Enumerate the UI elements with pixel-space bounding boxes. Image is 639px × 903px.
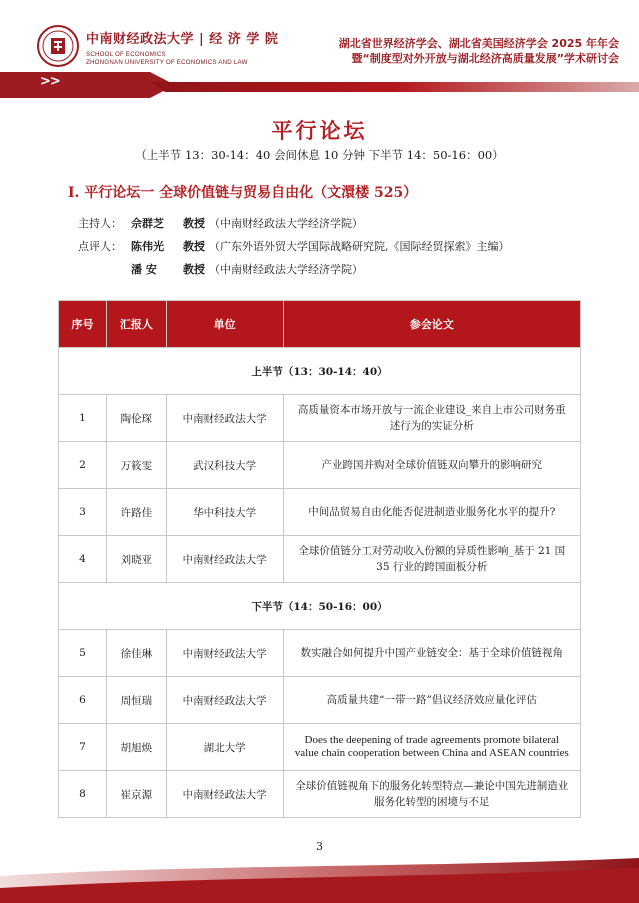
row-number: 2 [59, 442, 107, 489]
table-row [59, 395, 581, 442]
row-reporter: 崔京源 [106, 771, 166, 818]
row-number: 3 [59, 489, 107, 536]
row-number: 6 [59, 677, 107, 724]
table-row [59, 489, 581, 536]
row-number: 8 [59, 771, 107, 818]
table-row [59, 771, 581, 818]
row-paper: 中间品贸易自由化能否促进制造业服务化水平的提升? [283, 489, 580, 536]
university-seal-icon [36, 24, 80, 68]
column-header-number: 序号 [59, 301, 107, 348]
session-label: 上半节（13：30-14：40） [59, 348, 581, 395]
row-unit: 中南财经政法大学 [166, 395, 283, 442]
row-paper: 全球价值链分工对劳动收入份额的异质性影响_基于 21 国 35 行业的跨国面板分析 [283, 536, 580, 583]
column-header-unit: 单位 [166, 301, 283, 348]
table-row [59, 536, 581, 583]
row-reporter: 胡旭焕 [106, 724, 166, 771]
conference-title-line-1: 湖北省世界经济学会、湖北省美国经济学会 2025 年年会 [338, 37, 619, 50]
header-banner [0, 72, 639, 98]
table-row [59, 630, 581, 677]
row-reporter: 许路佳 [106, 489, 166, 536]
host-name: 佘群芝 [131, 217, 164, 230]
row-unit: 中南财经政法大学 [166, 677, 283, 724]
conference-title [279, 36, 619, 66]
row-paper: 全球价值链视角下的服务化转型特点—兼论中国先进制造业服务化转型的困境与不足 [283, 771, 580, 818]
row-reporter: 万筱雯 [106, 442, 166, 489]
host-title: 教授 [183, 217, 205, 230]
row-unit: 中南财经政法大学 [166, 630, 283, 677]
host-affiliation: （中南财经政法大学经济学院） [209, 217, 363, 230]
session-label: 下半节（14：50-16：00） [59, 583, 581, 630]
session-row [59, 583, 581, 630]
row-paper: 产业跨国并购对全球价值链双向攀升的影响研究 [283, 442, 580, 489]
commentator-name: 潘 安 [131, 263, 157, 276]
row-reporter: 周恒瑞 [106, 677, 166, 724]
row-unit: 中南财经政法大学 [166, 536, 283, 583]
row-number: 7 [59, 724, 107, 771]
row-unit: 武汉科技大学 [166, 442, 283, 489]
row-number: 4 [59, 536, 107, 583]
row-paper: 数实融合如何提升中国产业链安全：基于全球价值链视角 [283, 630, 580, 677]
footer-banner [0, 858, 639, 903]
commentator-affiliation: （中南财经政法大学经济学院） [209, 263, 363, 276]
page-number: 3 [316, 840, 323, 853]
row-reporter: 徐佳琳 [106, 630, 166, 677]
row-number: 5 [59, 630, 107, 677]
commentator-title: 教授 [183, 263, 205, 276]
table-row [59, 442, 581, 489]
row-unit: 湖北大学 [166, 724, 283, 771]
session-row [59, 348, 581, 395]
row-paper: 高质量资本市场开放与一流企业建设_来自上市公司财务重述行为的实证分析 [283, 395, 580, 442]
row-reporter: 刘晓亚 [106, 536, 166, 583]
page-title: 平行论坛 [271, 118, 368, 143]
row-reporter: 陶伦琛 [106, 395, 166, 442]
row-unit: 华中科技大学 [166, 489, 283, 536]
row-paper: Does the deepening of trade agreements promote bilateral value chain cooperation between China and ASEAN countries [283, 724, 580, 771]
row-unit: 中南财经政法大学 [166, 771, 283, 818]
commentator-line [78, 261, 363, 277]
commentator-role: 点评人： [78, 240, 122, 253]
logo-english-line-2: ZHONGNAN UNIVERSITY OF ECONOMICS AND LAW [86, 59, 248, 66]
page-header [0, 0, 639, 100]
host-line [78, 215, 363, 231]
column-header-paper: 参会论文 [283, 301, 580, 348]
commentator-affiliation: （广东外语外贸大学国际战略研究院,《国际经贸探索》主编） [209, 240, 510, 253]
table-row [59, 724, 581, 771]
commentator-title: 教授 [183, 240, 205, 253]
column-header-reporter: 汇报人 [106, 301, 166, 348]
logo-chinese-text: 中南财经政法大学 | 经 济 学 院 [86, 32, 279, 47]
forum-schedule-table [58, 300, 581, 818]
section-title: I. 平行论坛一 全球价值链与贸易自由化（文澴楼 525） [68, 185, 418, 201]
row-paper: 高质量共建“一带一路”倡议经济效应量化评估 [283, 677, 580, 724]
logo-english-line-1: SCHOOL OF ECONOMICS [86, 51, 166, 58]
schedule-info: （上半节 13：30-14：40 会间休息 10 分钟 下半节 14：50-16：00） [135, 148, 504, 162]
commentator-name: 陈伟光 [131, 240, 164, 253]
table-header-row [59, 301, 581, 348]
chevron-icon: >> [40, 74, 60, 89]
table-row [59, 677, 581, 724]
row-number: 1 [59, 395, 107, 442]
conference-title-line-2: 暨“制度型对外开放与湖北经济高质量发展”学术研讨会 [351, 52, 619, 65]
host-role: 主持人： [78, 217, 122, 230]
commentator-line [78, 238, 510, 254]
university-logo [36, 24, 279, 70]
